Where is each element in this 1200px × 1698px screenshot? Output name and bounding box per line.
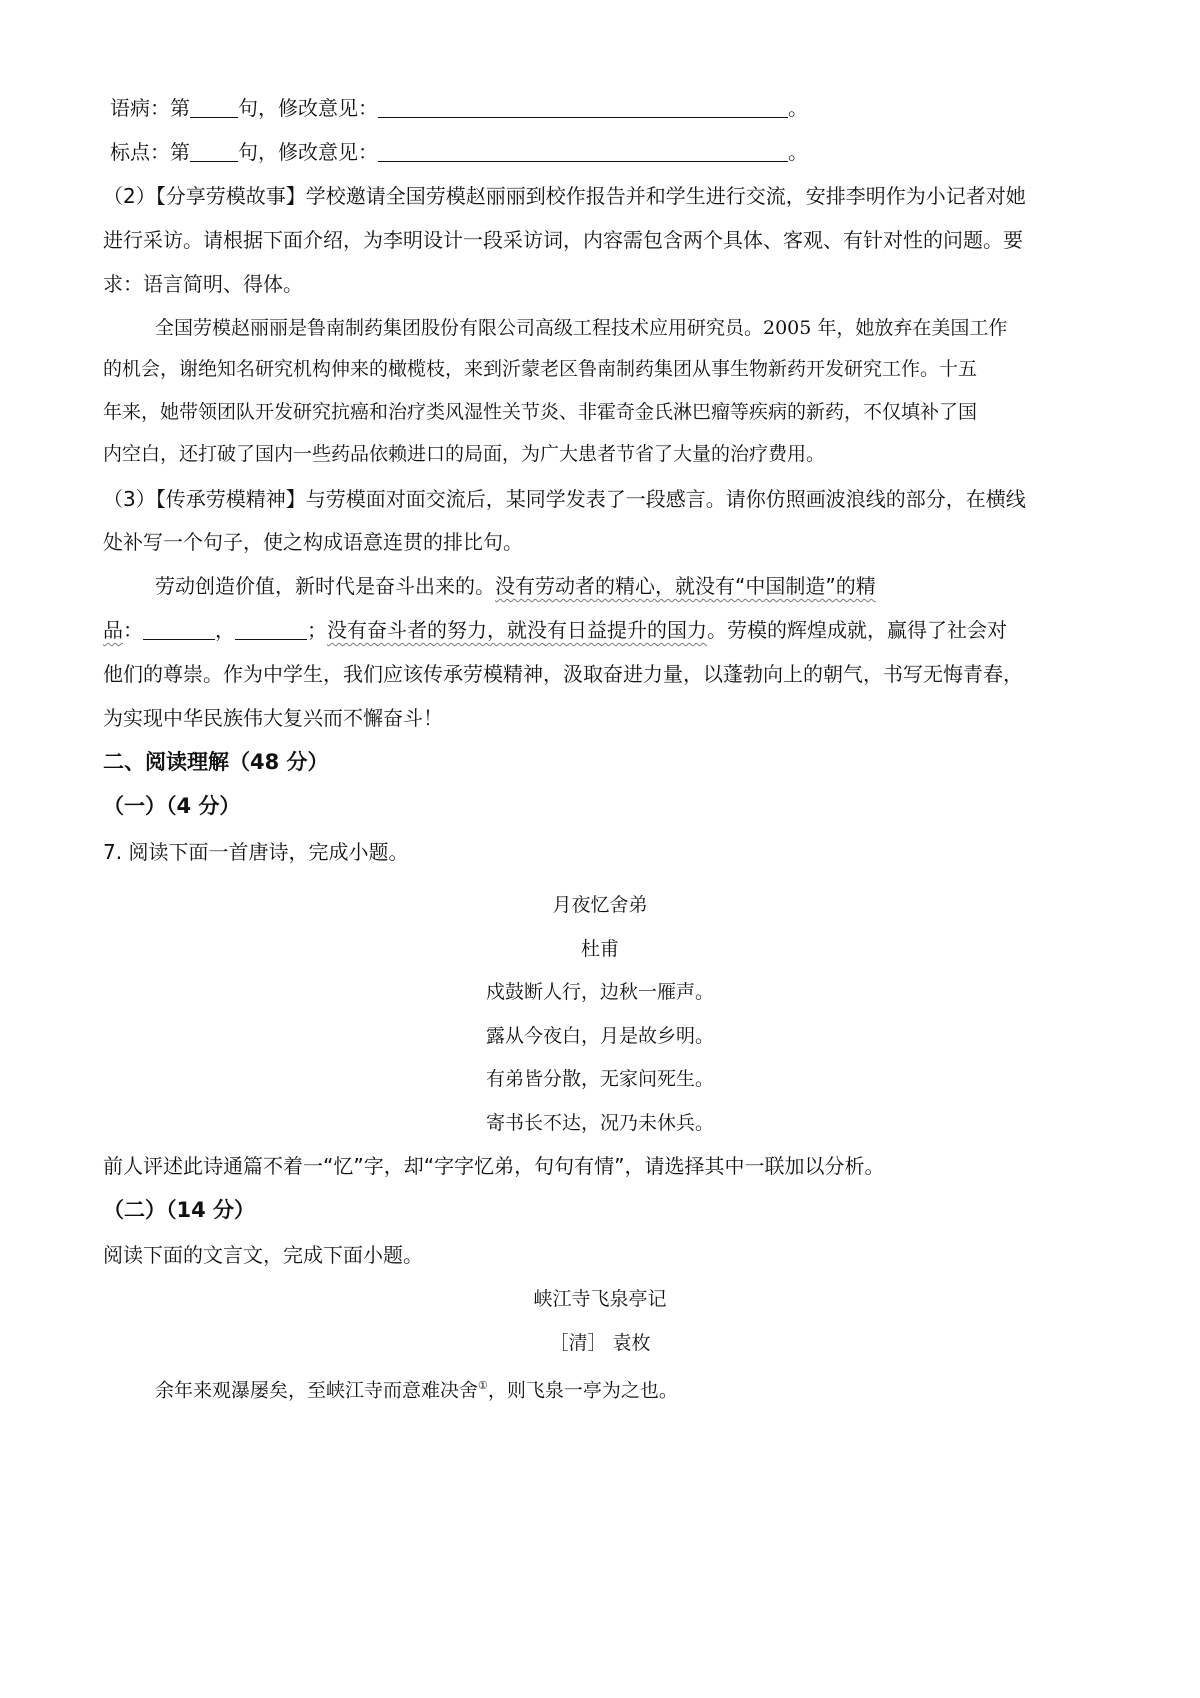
wavy-underlined-text: 没有奋斗者的努力，就没有日益提升的国力: [327, 618, 707, 642]
part-2-heading: （二）（14 分）: [103, 1198, 256, 1222]
revision-blank[interactable]: [378, 97, 788, 118]
intro-line-1: 全国劳模赵丽丽是鲁南制药集团股份有限公司高级工程技术应用研究员。2005 年，她放弃在美国工作: [155, 317, 1008, 339]
grammar-error-line: 语病：第 句，修改意见： 。: [110, 96, 808, 120]
punctuation-line: 标点：第 句，修改意见： 。: [110, 140, 808, 164]
q3-line-1: （3）【传承劳模精神】与劳模面对面交流后，某同学发表了一段感言。请你仿照画波浪线的部分，在横线: [103, 487, 1026, 511]
poem-line: 戍鼓断人行，边秋一雁声。: [485, 981, 714, 1003]
answer-blank-1[interactable]: [143, 619, 215, 640]
part-2-instruction: 阅读下面的文言文，完成下面小题。: [103, 1243, 423, 1267]
sentence-number-blank[interactable]: [190, 97, 238, 118]
poem-line: 寄书长不达，况乃未休兵。: [485, 1112, 714, 1134]
poem-author: 杜甫: [580, 938, 619, 960]
q3-line-2: 处补写一个句子，使之构成语意连贯的排比句。: [103, 530, 523, 554]
wavy-underlined-text: 没有劳动者的精心，就没有“中国制造”的精: [495, 574, 876, 598]
poem-question: 前人评述此诗通篇不着一“忆”字，却“字字忆弟，句句有情”，请选择其中一联加以分析。: [103, 1154, 885, 1178]
classical-title: 峡江寺飞泉亭记: [533, 1288, 667, 1310]
revision-blank[interactable]: [378, 141, 788, 162]
intro-line-2: 的机会，谢绝知名研究机构伸来的橄榄枝，来到沂蒙老区鲁南制药集团从事生物新药开发研究工作。十五: [103, 358, 978, 380]
q2-line-2: 进行采访。请根据下面介绍，为李明设计一段采访词，内容需包含两个具体、客观、有针对性的问题。要: [103, 228, 1023, 252]
q2-line-1: （2）【分享劳模故事】学校邀请全国劳模赵丽丽到校作报告并和学生进行交流，安排李明作为小记者对她: [103, 184, 1026, 208]
poem-title: 月夜忆舍弟: [552, 894, 648, 916]
section-heading: 二、阅读理解（48 分）: [103, 750, 329, 774]
question-7: 7. 阅读下面一首唐诗，完成小题。: [103, 840, 409, 864]
poem-line: 露从今夜白，月是故乡明。: [485, 1025, 714, 1047]
sentence-number-blank[interactable]: [190, 141, 238, 162]
footnote-marker[interactable]: ①: [478, 1379, 488, 1392]
poem-line: 有弟皆分散，无家问死生。: [485, 1068, 714, 1090]
classical-author: ［清］ 袁枚: [549, 1332, 651, 1354]
parallel-line-3: 他们的尊崇。作为中学生，我们应该传承劳模精神，汲取奋进力量，以蓬勃向上的朝气，书写无悔青春，: [103, 662, 1023, 686]
intro-line-4: 内空白，还打破了国内一些药品依赖进口的局面，为广大患者节省了大量的治疗费用。: [103, 443, 826, 465]
classical-first-line: 余年来观瀑屡矣，至峡江寺而意难决舍①，则飞泉一亭为之也。: [155, 1379, 678, 1402]
part-1-heading: （一）（4 分）: [103, 794, 241, 818]
parallel-line-2: 品： ， ；没有奋斗者的努力，就没有日益提升的国力。劳模的辉煌成就，赢得了社会对: [103, 618, 1007, 642]
answer-blank-2[interactable]: [235, 619, 307, 640]
wavy-underlined-text: 品: [103, 618, 123, 642]
intro-line-3: 年来，她带领团队开发研究抗癌和治疗类风湿性关节炎、非霍奇金氏淋巴瘤等疾病的新药，不仅填补了国: [103, 401, 978, 423]
parallel-line-4: 为实现中华民族伟大复兴而不懈奋斗！: [103, 706, 443, 730]
parallel-line-1: 劳动创造价值，新时代是奋斗出来的。没有劳动者的精心，就没有“中国制造”的精: [155, 574, 876, 598]
q2-line-3: 求：语言简明、得体。: [103, 272, 303, 296]
